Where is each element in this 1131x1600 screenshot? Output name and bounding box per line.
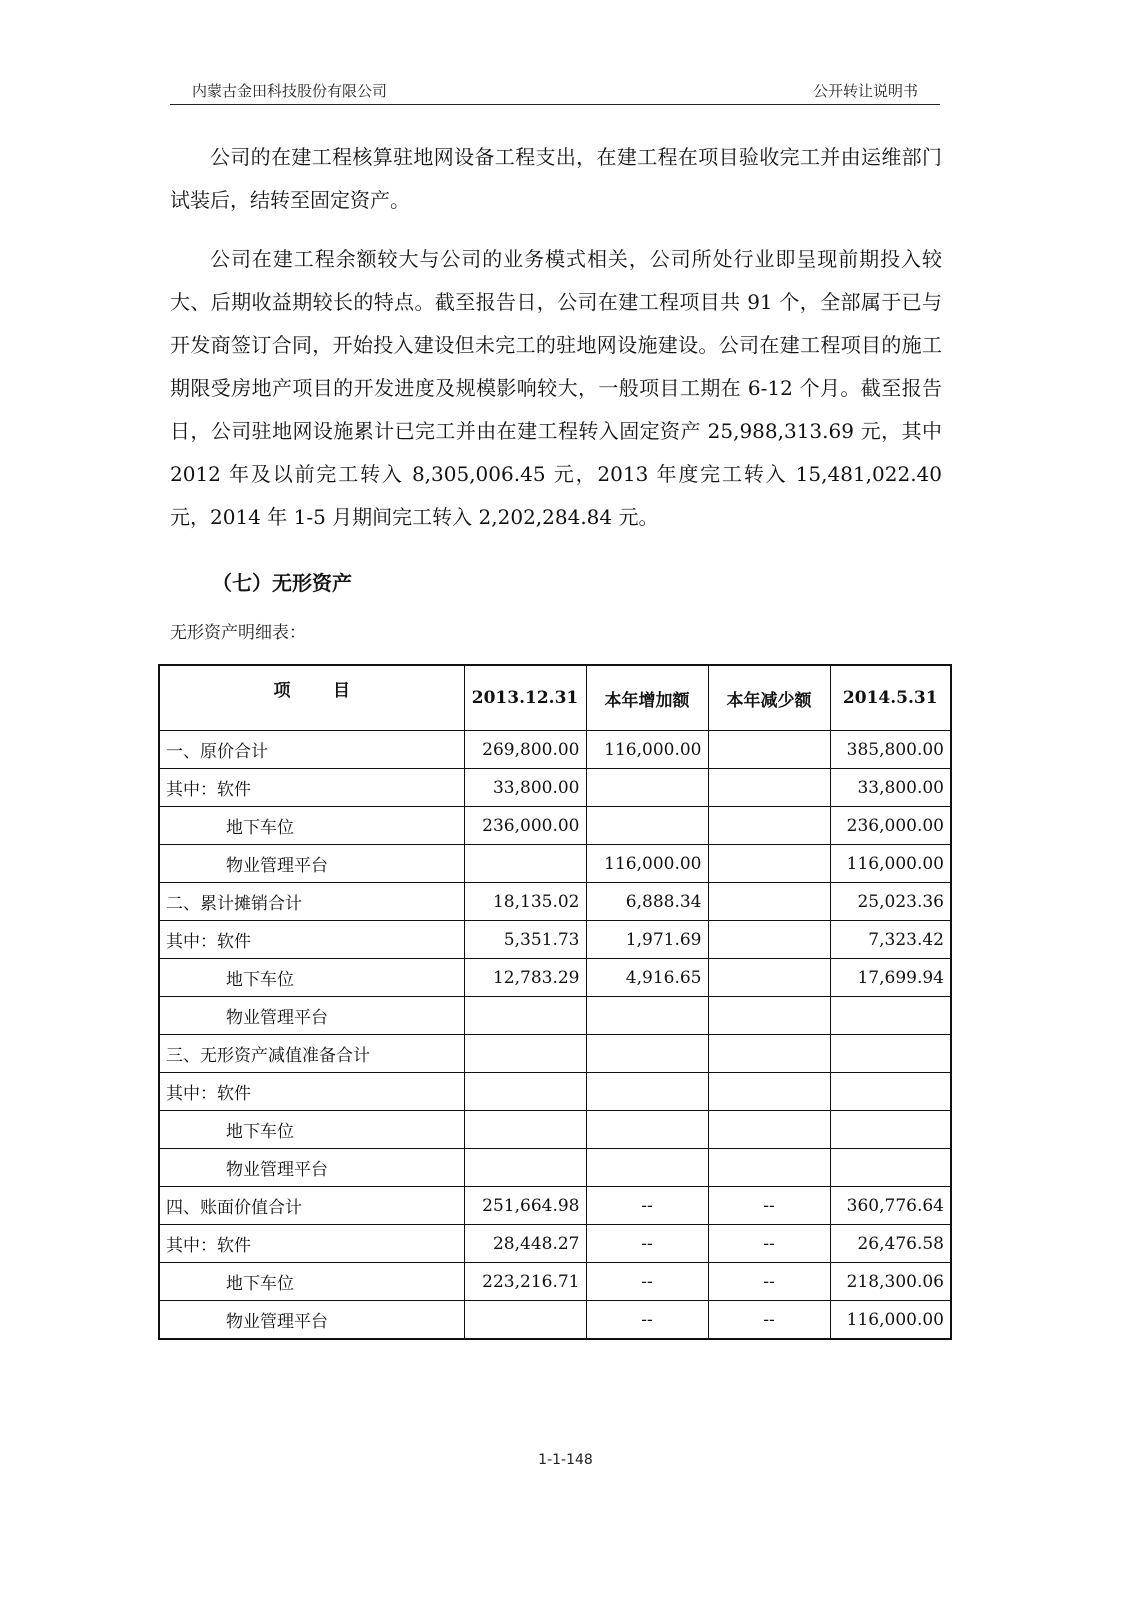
table-cell: 33,800.00 (464, 769, 586, 807)
table-cell: -- (708, 1263, 830, 1301)
table-row (159, 845, 951, 883)
row-label: 地下车位 (159, 959, 464, 997)
row-label: 物业管理平台 (159, 1149, 464, 1187)
table-row (159, 807, 951, 845)
table-cell (586, 1111, 708, 1149)
table-body (159, 731, 951, 1340)
table-row (159, 1301, 951, 1340)
intangible-assets-table (158, 664, 952, 1340)
row-label: 其中：软件 (159, 1225, 464, 1263)
table-cell: -- (586, 1187, 708, 1225)
table-row (159, 1187, 951, 1225)
paragraph-1: 公司的在建工程核算驻地网设备工程支出，在建工程在项目验收完工并由运维部门试装后，结转至固定资产。 (170, 145, 942, 212)
row-label: 地下车位 (159, 1111, 464, 1149)
table-cell (708, 769, 830, 807)
table-cell: -- (708, 1187, 830, 1225)
table-row (159, 1073, 951, 1111)
row-label: 物业管理平台 (159, 845, 464, 883)
table-cell (464, 997, 586, 1035)
table-cell (708, 1111, 830, 1149)
table-cell (830, 1149, 951, 1187)
table-cell (708, 845, 830, 883)
table-cell (464, 1111, 586, 1149)
table-cell: -- (708, 1225, 830, 1263)
table-cell: 4,916.65 (586, 959, 708, 997)
section-title: （七）无形资产 (212, 571, 352, 595)
table-cell (464, 1149, 586, 1187)
table-cell (586, 807, 708, 845)
table-cell (586, 1073, 708, 1111)
table-cell (830, 1073, 951, 1111)
row-label: 物业管理平台 (159, 1301, 464, 1340)
table-cell: 116,000.00 (586, 845, 708, 883)
row-label: 地下车位 (159, 1263, 464, 1301)
table-cell: 1,971.69 (586, 921, 708, 959)
company-name: 内蒙古金田科技股份有限公司 (192, 82, 388, 100)
table-row (159, 1225, 951, 1263)
row-label: 物业管理平台 (159, 997, 464, 1035)
table-row (159, 921, 951, 959)
column-header-item: 项目 (159, 665, 464, 731)
table-cell: 236,000.00 (464, 807, 586, 845)
table-cell: -- (586, 1301, 708, 1340)
table-cell: 33,800.00 (830, 769, 951, 807)
table-row (159, 997, 951, 1035)
row-label: 三、无形资产减值准备合计 (159, 1035, 464, 1073)
column-header-2014-5-31: 2014.5.31 (830, 665, 951, 731)
body-text (170, 136, 942, 539)
table-cell: 18,135.02 (464, 883, 586, 921)
table-row (159, 1149, 951, 1187)
table-row (159, 883, 951, 921)
row-label: 二、累计摊销合计 (159, 883, 464, 921)
table-cell (464, 1073, 586, 1111)
table-cell (708, 883, 830, 921)
table-cell: 7,323.42 (830, 921, 951, 959)
table-cell (464, 1301, 586, 1340)
page-header (170, 78, 940, 105)
paragraph-2: 公司在建工程余额较大与公司的业务模式相关，公司所处行业即呈现前期投入较大、后期收益期较长的特点。截至报告日，公司在建工程项目共 91 个，全部属于已与开发商签订合同，开始投入建设但未完工的驻地网设施建设。公司在建工程项目的施工期限受房地产项目的开发进度及规模影响较大，一般项目工期在 6-12 个月。截至报告日，公司驻地网设施累计已完工并由在建工程转入固定资产 25,988,313.69 元，其中 2012 年及以前完工转入 8,305,006.45 元，2013 年度完工转入 15,481,022.40 元，2014 年 1-5 月期间完工转入 2,202,284.84 元。 (170, 247, 942, 529)
table-cell: 28,448.27 (464, 1225, 586, 1263)
table-cell (708, 731, 830, 769)
table-cell (586, 997, 708, 1035)
table-row (159, 1263, 951, 1301)
table-row (159, 1035, 951, 1073)
table-cell: -- (586, 1225, 708, 1263)
table-row (159, 1111, 951, 1149)
table-cell (464, 1035, 586, 1073)
table-cell: 236,000.00 (830, 807, 951, 845)
table-cell: 218,300.06 (830, 1263, 951, 1301)
column-header-increase: 本年增加额 (586, 665, 708, 731)
table-cell (708, 921, 830, 959)
table-cell (708, 1073, 830, 1111)
table-cell (586, 769, 708, 807)
table-cell (708, 997, 830, 1035)
column-header-decrease: 本年减少额 (708, 665, 830, 731)
table-cell (830, 1035, 951, 1073)
row-label: 其中：软件 (159, 1073, 464, 1111)
table-cell (830, 1111, 951, 1149)
table-cell: 17,699.94 (830, 959, 951, 997)
table-cell: 385,800.00 (830, 731, 951, 769)
table-cell: -- (708, 1301, 830, 1340)
table-cell: 116,000.00 (830, 845, 951, 883)
row-label: 四、账面价值合计 (159, 1187, 464, 1225)
document-title: 公开转让说明书 (812, 82, 918, 100)
table-header-row (159, 665, 951, 731)
row-label: 其中：软件 (159, 769, 464, 807)
table-cell: 269,800.00 (464, 731, 586, 769)
table-caption: 无形资产明细表： (170, 623, 306, 643)
page-number: 1-1-148 (538, 1452, 593, 1468)
table-cell: 12,783.29 (464, 959, 586, 997)
table-cell: -- (586, 1263, 708, 1301)
table-row (159, 959, 951, 997)
table-cell: 5,351.73 (464, 921, 586, 959)
table-cell: 116,000.00 (586, 731, 708, 769)
table-cell (708, 959, 830, 997)
table-cell: 251,664.98 (464, 1187, 586, 1225)
table-cell (830, 997, 951, 1035)
row-label: 地下车位 (159, 807, 464, 845)
table-cell: 360,776.64 (830, 1187, 951, 1225)
table-cell: 26,476.58 (830, 1225, 951, 1263)
table-cell (464, 845, 586, 883)
table-cell: 25,023.36 (830, 883, 951, 921)
table-cell (586, 1035, 708, 1073)
row-label: 其中：软件 (159, 921, 464, 959)
table-cell (708, 807, 830, 845)
table-row (159, 731, 951, 769)
table-cell (708, 1149, 830, 1187)
table-cell (708, 1035, 830, 1073)
table-cell: 116,000.00 (830, 1301, 951, 1340)
table-cell (586, 1149, 708, 1187)
table-cell: 223,216.71 (464, 1263, 586, 1301)
column-header-2013-12-31: 2013.12.31 (464, 665, 586, 731)
table-row (159, 769, 951, 807)
row-label: 一、原价合计 (159, 731, 464, 769)
table-cell: 6,888.34 (586, 883, 708, 921)
